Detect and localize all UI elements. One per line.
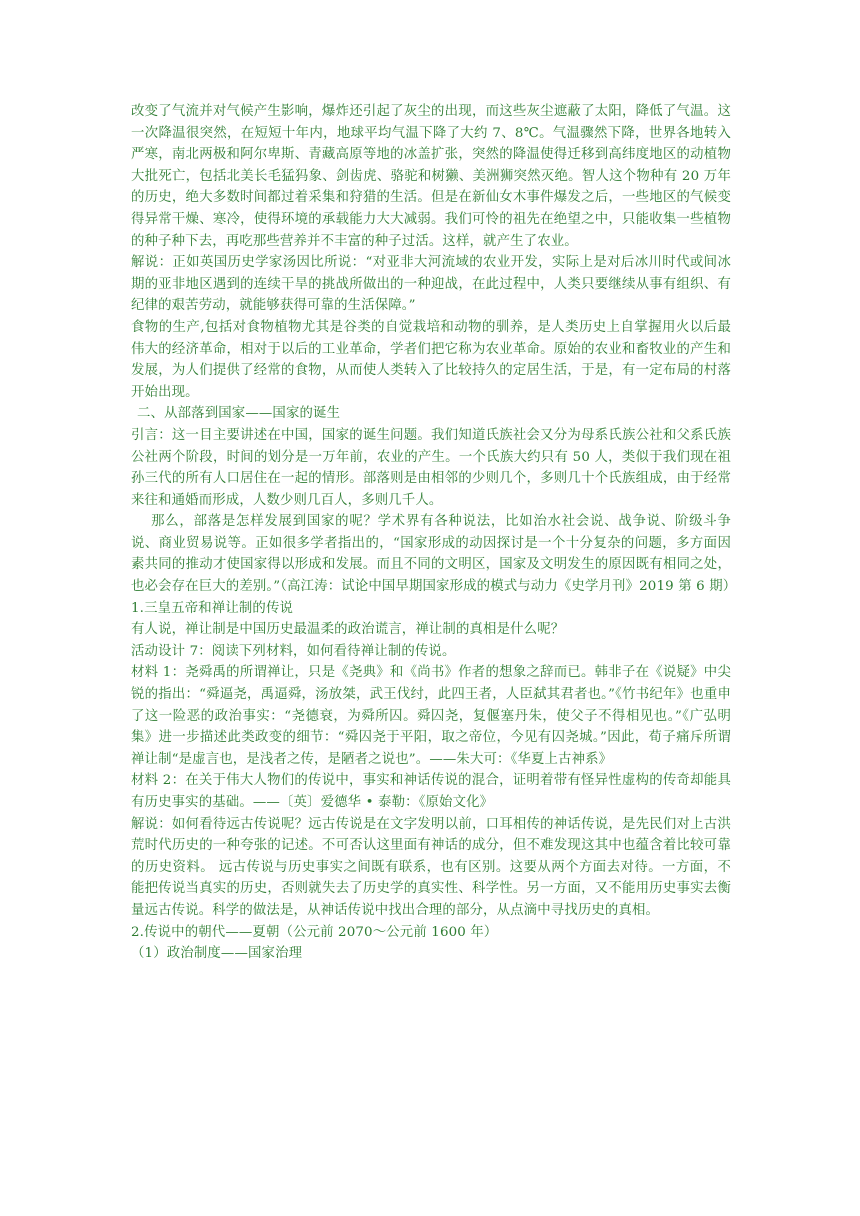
paragraph-introduction: 引言：这一目主要讲述在中国，国家的诞生问题。我们知道氏族社会又分为母系氏族公社和父系氏族公社两个阶段，时间的划分是一万年前，农业的产生。一个氏族大约只有 50 人，类似于我们现在祖孙三代的所有人口居住在一起的情形。部落则是由相邻的少则几个，多则几十个氏族组成，由于经常来往和通婚而形成，人数少则几百人，多则几千人。 — [131, 427, 731, 508]
subheading-abdication-legend: 1.三皇五帝和禅让制的传说 — [131, 600, 294, 616]
paragraph-material-2: 材料 2：在关于伟大人物们的传说中，事实和神话传说的混合，证明着带有怪异性虚构的传奇却能具有历史事实的基础。——〔英〕爱德华 • 泰勒：《原始文化》 — [131, 773, 731, 810]
paragraph-question: 有人说，禅让制是中国历史最温柔的政治谎言，禅让制的真相是什么呢？ — [131, 622, 565, 638]
paragraph-agricultural-revolution: 食物的生产,包括对食物植物尤其是谷类的自觉栽培和动物的驯养，是人类历史上自掌握用火以后最伟大的经济革命，相对于以后的工业革命，学者们把它称为农业革命。原始的农业和畜牧业的产生和发展，为人们提供了经常的食物，从而使人类转入了比较持久的定居生活，于是，有一定布局的村落开始出现。 — [131, 319, 731, 400]
section-heading-tribe-to-state: 二、从部落到国家——国家的诞生 — [137, 406, 341, 422]
paragraph-toynbee-commentary: 解说：正如英国历史学家汤因比所说：“对亚非大河流域的农业开发，实际上是对后冰川时代或间冰期的亚非地区遇到的连续干旱的挑战所做出的一种迎战，在此过程中，人类只要继续从事有组织、有纪律的艰苦劳动，就能够获得可靠的生活保障。” — [131, 255, 731, 314]
subheading-xia-dynasty: 2.传说中的朝代——夏朝（公元前 2070～公元前 1600 年） — [131, 924, 498, 940]
subheading-political-system: （1）政治制度——国家治理 — [131, 946, 303, 962]
document-body — [131, 101, 737, 965]
paragraph-legend-commentary: 解说：如何看待远古传说呢？远古传说是在文字发明以前，口耳相传的神话传说，是先民们对上古洪荒时代历史的一种夸张的记述。不可否认这里面有神话的成分，但不难发现这其中也蕴含着比较可靠的历史资料。 远古传说与历史事实之间既有联系，也有区别。这要从两个方面去对待。一方面，不能把传说当真实的历史，否则就失去了历史学的真实性、科学性。另一方面，又不能用历史事实去衡量远古传说。科学的做法是，从神话传说中找出合理的部分，从点滴中寻找历史的真相。 — [131, 816, 731, 918]
paragraph-material-1: 材料 1：尧舜禹的所谓禅让，只是《尧典》和《尚书》作者的想象之辞而已。韩非子在《说疑》中尖锐的指出：“舜逼尧，禹逼舜，汤放桀，武王伐纣，此四王者，人臣弑其君者也。”《竹书纪年》也重申了这一险恶的政治事实：“尧德衰，为舜所囚。舜囚尧，复偃塞丹朱，使父子不得相见也。”《广弘明集》进一步描述此类政变的细节：“舜囚尧于平阳，取之帝位，今见有囚尧城。”因此，荀子痛斥所谓禅让制“是虚言也，是浅者之传，是陋者之说也”。——朱大可：《华夏上古神系》 — [131, 665, 731, 767]
paragraph-state-formation: 那么，部落是怎样发展到国家的呢？学术界有各种说法，比如治水社会说、战争说、阶级斗争说、商业贸易说等。正如很多学者指出的，“国家形成的动因探讨是一个十分复杂的问题，多方面因素共同的推动才使国家得以形成和发展。而且不同的文明区，国家及文明发生的原因既有相同之处，也必会存在巨大的差别。”（高江涛：试论中国早期国家形成的模式与动力《史学月刊》2019 第 6 期） — [131, 514, 737, 595]
paragraph-activity-7: 活动设计 7：阅读下列材料，如何看待禅让制的传说。 — [131, 643, 456, 659]
paragraph-younger-dryas: 改变了气流并对气候产生影响，爆炸还引起了灰尘的出现，而这些灰尘遮蔽了太阳，降低了气温。这一次降温很突然，在短短十年内，地球平均气温下降了大约 7、8℃。气温骤然下降，世界各地转入严寒，南北两极和阿尔卑斯、青藏高原等地的冰盖扩张，突然的降温使得迁移到高纬度地区的动植物大批死亡，包括北美长毛猛犸象、剑齿虎、骆驼和树獭、美洲狮突然灭绝。智人这个物种有 20 万年的历史，绝大多数时间都过着采集和狩猎的生活。但是在新仙女木事件爆发之后，一些地区的气候变得异常干燥、寒冷，使得环境的承载能力大大减弱。我们可怜的祖先在绝望之中，只能收集一些植物的种子种下去，再吃那些营养并不丰富的种子过活。这样，就产生了农业。 — [131, 104, 731, 249]
